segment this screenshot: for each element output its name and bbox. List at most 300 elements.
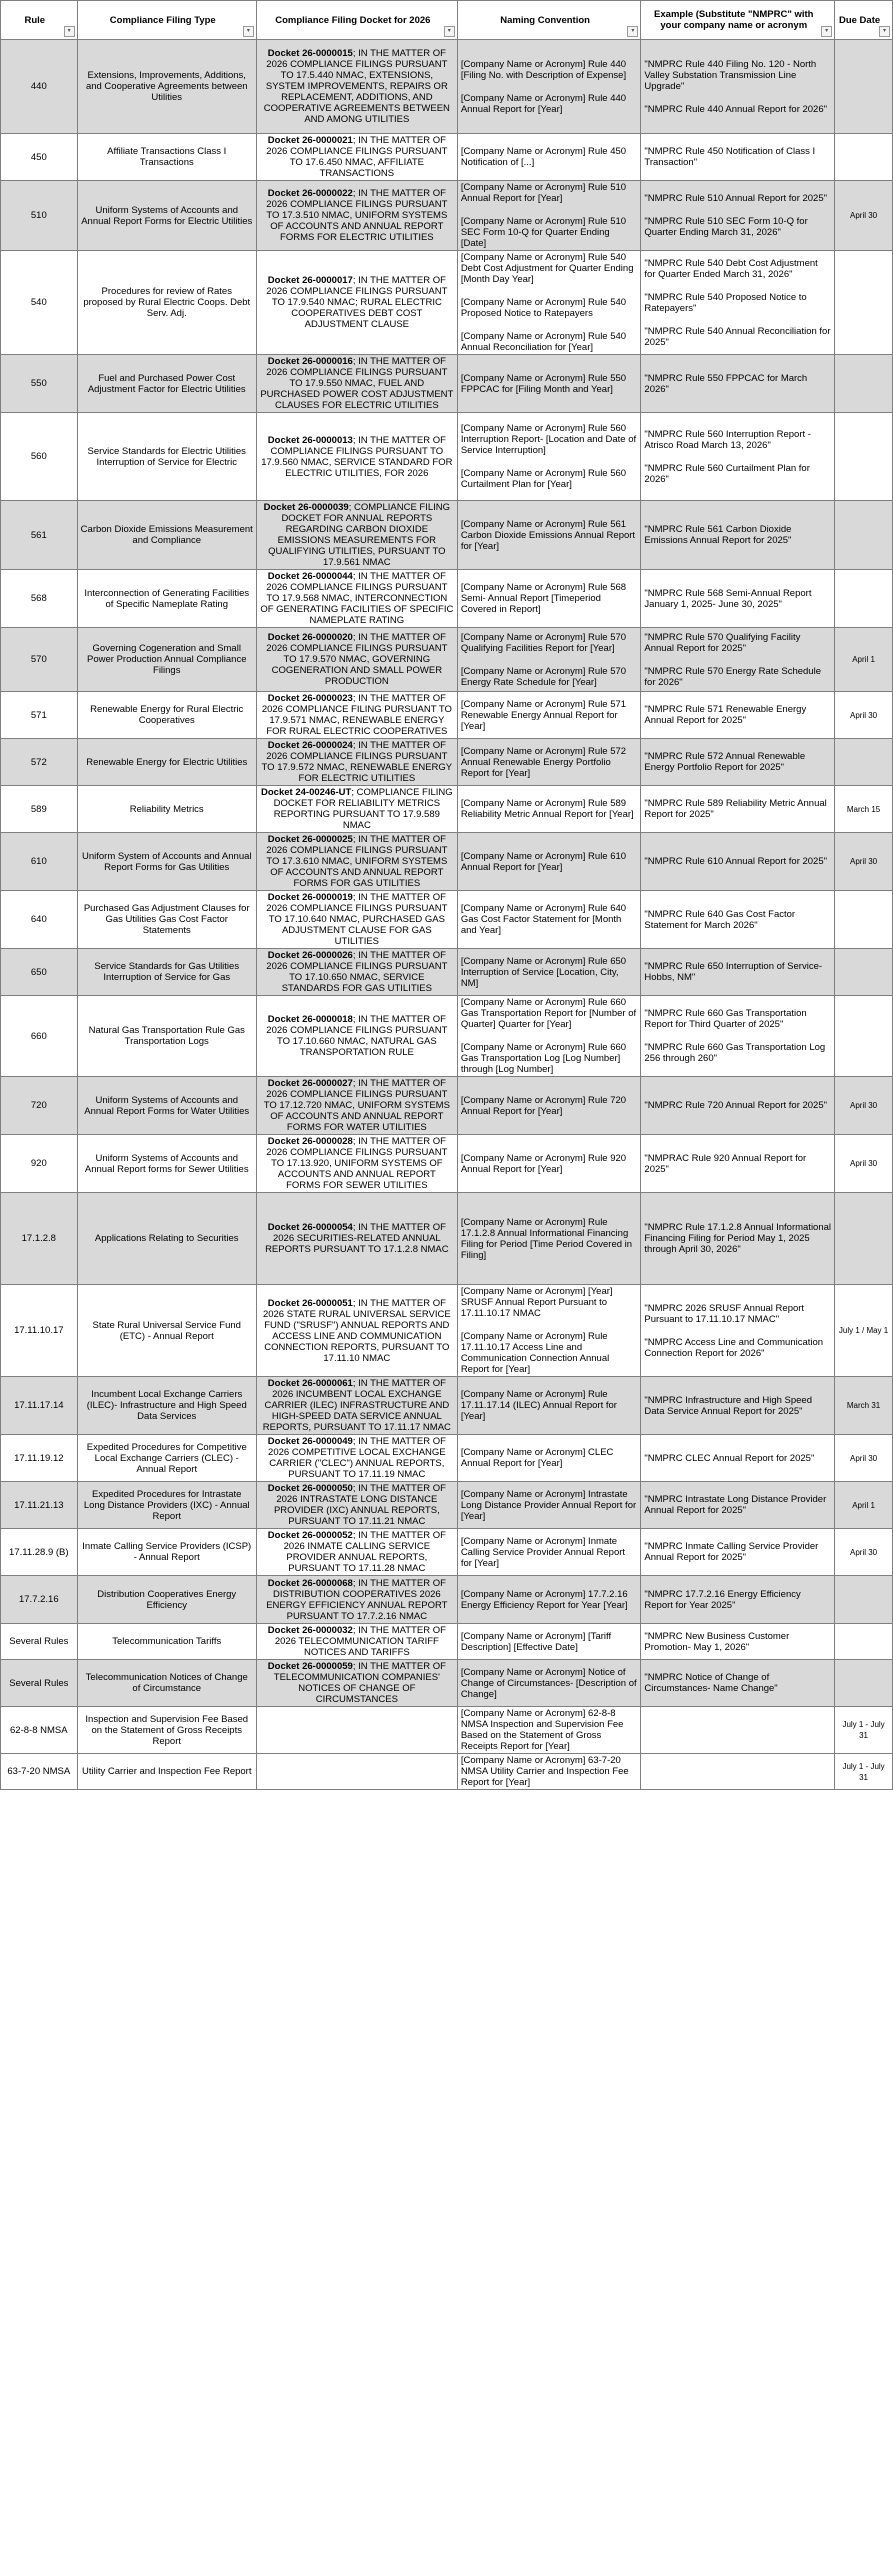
docket-cell	[256, 501, 457, 570]
filing-type-cell: Fuel and Purchased Power Cost Adjustment Factor for Electric Utilities	[77, 355, 256, 413]
due-date-cell	[835, 891, 893, 949]
example-text: "NMPRC Rule 660 Gas Transportation Report for Third Quarter of 2025"	[644, 1008, 807, 1030]
table-row	[1, 1482, 893, 1529]
example-text: "NMPRC Rule 570 Qualifying Facility Annual Report for 2025"	[644, 631, 801, 654]
docket-number: Docket 26-0000019	[267, 892, 353, 903]
rule-cell: 570	[1, 628, 78, 692]
example-text: "NMPRC Rule 568 Semi-Annual Report January 1, 2025- June 30, 2025"	[644, 587, 812, 610]
due-date-cell: April 30	[835, 1529, 893, 1576]
due-date-cell: March 31	[835, 1377, 893, 1435]
rule-cell: 450	[1, 134, 78, 181]
due-date-cell: April 30	[835, 1135, 893, 1193]
example-text: "NMPRC Rule 561 Carbon Dioxide Emissions Annual Report for 2025"	[644, 524, 792, 546]
docket-description: ; IN THE MATTER OF TELECOMMUNICATION COMPANIES' NOTICES OF CHANGE OF CIRCUMSTANCES	[273, 1661, 446, 1705]
naming-convention-text: [Company Name or Acronym] Rule 570 Energy Rate Schedule for [Year]	[460, 665, 627, 688]
table-row	[1, 739, 893, 786]
docket-number: Docket 26-0000023	[267, 693, 353, 704]
spacer	[644, 1325, 831, 1337]
docket-number: Docket 26-0000028	[267, 1136, 353, 1147]
example-cell	[641, 1285, 835, 1377]
rule-cell: 17.11.10.17	[1, 1285, 78, 1377]
example-text: "NMPRC Rule 571 Renewable Energy Annual Report for 2025"	[644, 704, 807, 726]
rule-cell: 640	[1, 891, 78, 949]
rule-cell: 568	[1, 570, 78, 628]
filing-type-cell: Uniform Systems of Accounts and Annual Report forms for Sewer Utilities	[77, 1135, 256, 1193]
example-text: "NMPRC 17.7.2.16 Energy Efficiency Report for Year 2025"	[644, 1588, 801, 1611]
example-text: "NMPRC Rule 610 Annual Report for 2025"	[644, 856, 827, 867]
naming-convention-text: [Company Name or Acronym] Inmate Calling Service Provider Annual Report for [Year]	[460, 1535, 626, 1569]
table-row	[1, 413, 893, 501]
naming-convention-text: [Company Name or Acronym] 63-7-20 NMSA Utility Carrier and Inspection Fee Report for [Year]	[460, 1755, 629, 1788]
example-text: "NMPRC Rule 510 Annual Report for 2025"	[644, 193, 827, 204]
due-date-cell	[835, 40, 893, 134]
filter-dropdown-icon[interactable]: ▾	[243, 26, 254, 37]
rule-cell: 17.11.17.14	[1, 1377, 78, 1435]
filing-type-cell: Uniform System of Accounts and Annual Report Forms for Gas Utilities	[77, 833, 256, 891]
example-text: "NMPRC Inmate Calling Service Provider Annual Report for 2025"	[644, 1541, 819, 1563]
naming-convention-text: [Company Name or Acronym] Intrastate Long Distance Provider Annual Report for [Year]	[460, 1488, 637, 1522]
docket-cell	[256, 1435, 457, 1482]
example-cell	[641, 996, 835, 1077]
naming-convention-text: [Company Name or Acronym] CLEC Annual Report for [Year]	[460, 1447, 614, 1469]
example-text: "NMPRC Intrastate Long Distance Provider Annual Report for 2025"	[644, 1494, 827, 1516]
example-text: "NMPRC Rule 650 Interruption of Service- Hobbs, NM"	[644, 961, 823, 983]
example-text: "NMPRC New Business Customer Promotion- May 1, 2026"	[644, 1630, 790, 1653]
naming-convention-cell	[457, 181, 641, 251]
docket-cell	[256, 786, 457, 833]
table-row	[1, 570, 893, 628]
due-date-cell: April 1	[835, 628, 893, 692]
naming-convention-text: [Company Name or Acronym] Rule 540 Annual Reconciliation for [Year]	[460, 331, 627, 353]
spacer	[461, 204, 638, 216]
due-date-cell: April 30	[835, 692, 893, 739]
docket-cell	[256, 1576, 457, 1624]
docket-description: ; IN THE MATTER OF 2026 SECURITIES-RELATED ANNUAL REPORTS PURSUANT TO 17.1.2.8 NMAC	[265, 1222, 449, 1255]
docket-description: ; IN THE MATTER OF 2026 COMPLIANCE FILINGS PURSUANT TO 17.12.720 NMAC, UNIFORM SYSTEMS OF ACCOUNTS AND ANNUAL REPORT FORMS FOR WATER UTILITIES	[263, 1078, 450, 1133]
filing-type-cell: Renewable Energy for Electric Utilities	[77, 739, 256, 786]
naming-convention-cell	[457, 1285, 641, 1377]
docket-description: ; IN THE MATTER OF 2026 COMPLIANCE FILINGS PURSUANT TO 17.6.450 NMAC, AFFILIATE TRANSACTIONS	[266, 135, 448, 179]
docket-description: ; IN THE MATTER OF 2026 COMPLIANCE FILINGS PURSUANT TO 17.9.572 NMAC, RENEWABLE ENERGY FOR ELECTRIC UTILITIES	[261, 740, 453, 784]
naming-convention-cell	[457, 1193, 641, 1285]
spacer	[644, 314, 831, 326]
spacer	[461, 81, 638, 93]
naming-convention-cell	[457, 949, 641, 996]
docket-number: Docket 26-0000027	[267, 1078, 353, 1089]
rule-cell: 920	[1, 1135, 78, 1193]
docket-number: Docket 26-0000015	[267, 48, 353, 59]
due-date-cell	[835, 413, 893, 501]
example-cell	[641, 692, 835, 739]
example-cell	[641, 1660, 835, 1707]
table-row	[1, 949, 893, 996]
example-cell	[641, 1077, 835, 1135]
filter-dropdown-icon[interactable]: ▾	[627, 26, 638, 37]
table-row	[1, 891, 893, 949]
rule-cell: 720	[1, 1077, 78, 1135]
docket-description: ; IN THE MATTER OF 2026 INMATE CALLING SERVICE PROVIDER ANNUAL REPORTS, PURSUANT TO 17.11.28 NMAC	[283, 1530, 446, 1574]
example-cell	[641, 739, 835, 786]
due-date-cell: July 1 / May 1	[835, 1285, 893, 1377]
due-date-cell	[835, 1576, 893, 1624]
example-cell	[641, 891, 835, 949]
column-header-label: Compliance Filing Type	[109, 14, 216, 26]
due-date-cell	[835, 1624, 893, 1660]
spacer	[461, 456, 638, 468]
naming-convention-cell	[457, 355, 641, 413]
rule-cell: 17.1.2.8	[1, 1193, 78, 1285]
naming-convention-cell	[457, 570, 641, 628]
naming-convention-cell	[457, 1377, 641, 1435]
spacer	[644, 451, 831, 463]
naming-convention-text: [Company Name or Acronym] Rule 450 Notification of [...]	[460, 146, 627, 168]
filing-type-cell: Service Standards for Gas Utilities Interruption of Service for Gas	[77, 949, 256, 996]
table-row	[1, 786, 893, 833]
due-date-cell: April 1	[835, 1482, 893, 1529]
table-row	[1, 40, 893, 134]
due-date-cell	[835, 570, 893, 628]
filing-type-cell: Service Standards for Electric Utilities Interruption of Service for Electric	[77, 413, 256, 501]
example-text: "NMPRC Rule 440 Annual Report for 2026"	[644, 103, 827, 115]
example-cell	[641, 1482, 835, 1529]
spacer	[461, 1319, 638, 1331]
docket-number: Docket 26-0000013	[267, 434, 353, 446]
docket-number: Docket 26-0000026	[267, 950, 353, 961]
table-row	[1, 1377, 893, 1435]
example-text: "NMPRC Rule 560 Interruption Report - Atrisco Road March 13, 2026"	[644, 428, 811, 451]
docket-cell	[256, 891, 457, 949]
docket-number: Docket 26-0000068	[267, 1577, 353, 1589]
docket-description: ; IN THE MATTER OF 2026 TELECOMMUNICATION TARIFF NOTICES AND TARIFFS	[274, 1625, 446, 1658]
docket-number: Docket 26-0000061	[267, 1378, 353, 1389]
docket-description: ; IN THE MATTER OF 2026 COMPLIANCE FILINGS PURSUANT TO 17.9.568 NMAC, INTERCONNECTION OF GENERATING FACILITIES OF SPECIFIC NAMEPLATE RATING	[260, 571, 454, 626]
naming-convention-cell	[457, 786, 641, 833]
docket-description: ; IN THE MATTER OF 2026 COMPLIANCE FILINGS PURSUANT TO 17.10.650 NMAC, SERVICE STANDARDS FOR GAS UTILITIES	[266, 950, 448, 994]
docket-number: Docket 26-0000051	[267, 1297, 353, 1309]
example-cell	[641, 570, 835, 628]
table-row	[1, 355, 893, 413]
rule-cell: 571	[1, 692, 78, 739]
naming-convention-cell	[457, 413, 641, 501]
docket-description: ; COMPLIANCE FILING DOCKET FOR ANNUAL REPORTS REGARDING CARBON DIOXIDE EMISSIONS MEASUREMENTS FOR QUALIFYING UTILITIES, PURSUANT TO 17.9.561 NMAC	[268, 502, 451, 568]
spacer	[461, 1030, 638, 1042]
docket-cell	[256, 570, 457, 628]
column-header-label: Rule	[24, 14, 46, 26]
rule-cell: 62-8-8 NMSA	[1, 1707, 78, 1754]
naming-convention-cell	[457, 1660, 641, 1707]
naming-convention-cell	[457, 501, 641, 570]
due-date-cell: March 15	[835, 786, 893, 833]
docket-cell	[256, 1482, 457, 1529]
docket-cell	[256, 181, 457, 251]
example-text: "NMPRC Rule 570 Energy Rate Schedule for 2026"	[644, 665, 821, 688]
table-row	[1, 181, 893, 251]
table-row	[1, 134, 893, 181]
due-date-cell: April 30	[835, 1435, 893, 1482]
docket-cell	[256, 833, 457, 891]
example-text: "NMPRC Rule 540 Debt Cost Adjustment for Quarter Ended March 31, 2026"	[644, 257, 818, 280]
docket-cell	[256, 949, 457, 996]
due-date-cell	[835, 949, 893, 996]
column-header-example	[641, 1, 835, 40]
spacer	[644, 1030, 831, 1042]
spacer	[461, 654, 638, 666]
docket-cell	[256, 413, 457, 501]
naming-convention-cell	[457, 1624, 641, 1660]
docket-number: Docket 26-0000050	[267, 1483, 353, 1494]
example-text: "NMPRC Rule 440 Filing No. 120 - North Valley Substation Transmission Line Upgrade"	[644, 58, 817, 92]
naming-convention-cell	[457, 40, 641, 134]
docket-description: ; IN THE MATTER OF 2026 COMPLIANCE FILINGS PURSUANT TO 17.10.660 NMAC, NATURAL GAS TRANSPORTATION RULE	[266, 1014, 448, 1058]
filter-dropdown-icon[interactable]: ▾	[821, 26, 832, 37]
example-cell	[641, 134, 835, 181]
docket-number: Docket 26-0000020	[267, 632, 353, 643]
table-row	[1, 692, 893, 739]
rule-cell: 650	[1, 949, 78, 996]
header-row	[1, 1, 893, 40]
naming-convention-cell	[457, 739, 641, 786]
docket-description: ; IN THE MATTER OF COMPLIANCE FILINGS PURSUANT TO 17.9.560 NMAC, SERVICE STANDARD FOR ELECTRIC UTILITIES, FOR 2026	[261, 434, 453, 479]
docket-description: ; IN THE MATTER OF 2026 INTRASTATE LONG DISTANCE PROVIDER (IXC) ANNUAL REPORTS, PURSUANT TO 17.11.21 NMAC	[273, 1483, 446, 1527]
docket-cell	[256, 692, 457, 739]
example-cell	[641, 1193, 835, 1285]
naming-convention-cell	[457, 1576, 641, 1624]
naming-convention-cell	[457, 996, 641, 1077]
docket-description: ; IN THE MATTER OF DISTRIBUTION COOPERATIVES 2026 ENERGY EFFICIENCY ANNUAL REPORT PURSUANT TO 17.7.2.16 NMAC	[266, 1577, 448, 1622]
rule-cell: 610	[1, 833, 78, 891]
docket-description: ; IN THE MATTER OF 2026 COMPLIANCE FILINGS PURSUANT TO 17.9.550 NMAC, FUEL AND PURCHASED POWER COST ADJUSTMENT CLAUSES FOR ELECTRIC UTILITIES	[260, 356, 454, 411]
example-text: "NMPRC Rule 589 Reliability Metric Annual Report for 2025"	[644, 798, 827, 820]
docket-description: ; COMPLIANCE FILING DOCKET FOR RELIABILITY METRICS REPORTING PURSUANT TO 17.9.589 NMAC	[273, 787, 453, 831]
filing-type-cell: Purchased Gas Adjustment Clauses for Gas Utilities Gas Cost Factor Statements	[77, 891, 256, 949]
column-header-docket	[256, 1, 457, 40]
example-cell	[641, 1624, 835, 1660]
table-row	[1, 1529, 893, 1576]
rule-cell: 589	[1, 786, 78, 833]
column-header-naming	[457, 1, 641, 40]
docket-description: ; IN THE MATTER OF 2026 COMPLIANCE FILINGS PURSUANT TO 17.10.640 NMAC, PURCHASED GAS ADJUSTMENT CLAUSE FOR GAS UTILITIES	[266, 892, 448, 947]
docket-cell	[256, 739, 457, 786]
naming-convention-text: [Company Name or Acronym] Rule 571 Renewable Energy Annual Report for [Year]	[460, 698, 627, 732]
column-header-type	[77, 1, 256, 40]
table-header	[1, 1, 893, 40]
naming-convention-text: [Company Name or Acronym] Rule 17.11.17.14 (ILEC) Annual Report for [Year]	[460, 1389, 617, 1422]
spacer	[644, 280, 831, 292]
naming-convention-text: [Company Name or Acronym] Rule 650 Interruption of Service [Location, City, NM]	[460, 955, 627, 989]
example-cell	[641, 1754, 835, 1790]
filing-type-cell: Affiliate Transactions Class I Transactions	[77, 134, 256, 181]
rule-cell: 572	[1, 739, 78, 786]
docket-number: Docket 26-0000059	[267, 1661, 353, 1672]
docket-number: Docket 26-0000022	[267, 188, 353, 199]
due-date-cell	[835, 996, 893, 1077]
due-date-cell	[835, 1193, 893, 1285]
rule-cell: Several Rules	[1, 1660, 78, 1707]
example-text: "NMPRC CLEC Annual Report for 2025"	[644, 1452, 815, 1464]
naming-convention-text: [Company Name or Acronym] Rule 560 Interruption Report- [Location and Date of Service Interruption]	[460, 423, 637, 456]
naming-convention-text: [Company Name or Acronym] Rule 570 Qualifying Facilities Report for [Year]	[460, 631, 627, 654]
example-text: "NMPRC Rule 540 Proposed Notice to Ratepayers"	[644, 291, 807, 314]
docket-description: ; IN THE MATTER OF 2026 COMPLIANCE FILINGS PURSUANT TO 17.13.920, UNIFORM SYSTEMS OF ACCOUNTS AND ANNUAL REPORT FORMS FOR SEWER UTILITIES	[266, 1136, 448, 1191]
docket-number: Docket 24-00246-UT	[261, 787, 352, 798]
due-date-cell	[835, 134, 893, 181]
table-row	[1, 1754, 893, 1790]
docket-cell	[256, 1285, 457, 1377]
naming-convention-text: [Company Name or Acronym] Rule 561 Carbon Dioxide Emissions Annual Report for [Year]	[460, 518, 636, 552]
table-row	[1, 1193, 893, 1285]
table-row	[1, 1707, 893, 1754]
filter-dropdown-icon[interactable]: ▾	[879, 26, 890, 37]
example-cell	[641, 1135, 835, 1193]
filing-type-cell: State Rural Universal Service Fund (ETC) - Annual Report	[77, 1285, 256, 1377]
naming-convention-text: [Company Name or Acronym] Rule 17.1.2.8 Annual Informational Financing Filing for Period [Time Period Covered in Filing]	[460, 1216, 633, 1261]
example-text: "NMPRC Rule 550 FPPCAC for March 2026"	[644, 372, 808, 395]
docket-cell	[256, 996, 457, 1077]
docket-number: Docket 26-0000044	[267, 571, 353, 582]
example-text: "NMPRC Rule 450 Notification of Class I Transaction"	[644, 146, 816, 168]
naming-convention-text: [Company Name or Acronym] Rule 560 Curtailment Plan for [Year]	[460, 468, 627, 490]
naming-convention-text: [Company Name or Acronym] [Tariff Description] [Effective Date]	[460, 1630, 612, 1653]
example-cell	[641, 1377, 835, 1435]
rule-cell: 561	[1, 501, 78, 570]
example-cell	[641, 833, 835, 891]
rule-cell: 550	[1, 355, 78, 413]
docket-cell	[256, 40, 457, 134]
example-text: "NMPRC Rule 640 Gas Cost Factor Statement for March 2026"	[644, 908, 796, 931]
docket-description: ; IN THE MATTER OF 2026 INCUMBENT LOCAL EXCHANGE CARRIER (ILEC) INFRASTRUCTURE AND HIGH-SPEED DATA SERVICE ANNUAL REPORTS, PURSUANT TO 17.11.17 NMAC	[262, 1378, 451, 1433]
filing-type-cell: Uniform Systems of Accounts and Annual Report Forms for Water Utilities	[77, 1077, 256, 1135]
naming-convention-text: [Company Name or Acronym] Notice of Change of Circumstances- [Description of Change]	[460, 1666, 637, 1700]
docket-number: Docket 26-0000021	[267, 135, 353, 146]
filing-type-cell: Governing Cogeneration and Small Power Production Annual Compliance Filings	[77, 628, 256, 692]
naming-convention-text: [Company Name or Acronym] Rule 510 Annual Report for [Year]	[460, 182, 627, 204]
naming-convention-text: [Company Name or Acronym] Rule 660 Gas Transportation Report for [Number of Quarter] Quarter for [Year]	[460, 997, 637, 1030]
example-cell	[641, 786, 835, 833]
filing-type-cell: Carbon Dioxide Emissions Measurement and Compliance	[77, 501, 256, 570]
filing-type-cell: Reliability Metrics	[77, 786, 256, 833]
naming-convention-text: [Company Name or Acronym] Rule 540 Proposed Notice to Ratepayers	[460, 297, 627, 319]
docket-cell	[256, 1193, 457, 1285]
docket-description: ; IN THE MATTER OF 2026 STATE RURAL UNIVERSAL SERVICE FUND ("SRUSF") ANNUAL REPORTS AND ACCESS LINE AND COMMUNICATION CONNECTION REPORTS, PURSUANT TO 17.11.10 NMAC	[262, 1297, 451, 1364]
table-row	[1, 501, 893, 570]
due-date-cell	[835, 739, 893, 786]
filter-dropdown-icon[interactable]: ▾	[444, 26, 455, 37]
docket-cell	[256, 1707, 457, 1754]
rule-cell: 560	[1, 413, 78, 501]
docket-number: Docket 26-0000049	[267, 1436, 353, 1447]
filing-type-cell: Uniform Systems of Accounts and Annual Report Forms for Electric Utilities	[77, 181, 256, 251]
example-cell	[641, 1529, 835, 1576]
naming-convention-text: [Company Name or Acronym] Rule 568 Semi- Annual Report [Timeperiod Covered in Report]	[460, 582, 627, 615]
column-header-label: Compliance Filing Docket for 2026	[275, 14, 431, 26]
naming-convention-text: [Company Name or Acronym] Rule 610 Annual Report for [Year]	[460, 850, 627, 873]
due-date-cell: April 30	[835, 833, 893, 891]
filing-type-cell: Telecommunication Tariffs	[77, 1624, 256, 1660]
example-text: "NMPRC Rule 540 Annual Reconciliation for 2025"	[644, 325, 831, 348]
naming-convention-cell	[457, 1435, 641, 1482]
example-cell	[641, 628, 835, 692]
example-text: "NMPRC Rule 660 Gas Transportation Log 256 through 260"	[644, 1042, 826, 1064]
naming-convention-text: [Company Name or Acronym] [Year] SRUSF Annual Report Pursuant to 17.11.10.17 NMAC	[460, 1286, 613, 1319]
filter-dropdown-icon[interactable]: ▾	[64, 26, 75, 37]
docket-cell	[256, 1754, 457, 1790]
table-row	[1, 1624, 893, 1660]
docket-number: Docket 26-0000032	[267, 1625, 353, 1636]
example-cell	[641, 251, 835, 355]
docket-cell	[256, 628, 457, 692]
table-row	[1, 1576, 893, 1624]
rule-cell: 17.11.21.13	[1, 1482, 78, 1529]
example-text: "NMPRC Rule 17.1.2.8 Annual Informational Financing Filing for Period May 1, 2025 through April 30, 2026"	[644, 1222, 832, 1255]
example-text: "NMPRC Rule 720 Annual Report for 2025"	[644, 1100, 827, 1111]
filing-type-cell: Expedited Procedures for Competitive Local Exchange Carriers (CLEC) - Annual Report	[77, 1435, 256, 1482]
naming-convention-text: [Company Name or Acronym] Rule 540 Debt Cost Adjustment for Quarter Ending [Month Day Year]	[460, 252, 634, 285]
naming-convention-text: [Company Name or Acronym] Rule 17.11.10.17 Access Line and Communication Connection Annual Report for [Year]	[460, 1331, 610, 1375]
filing-type-cell: Inspection and Supervision Fee Based on the Statement of Gross Receipts Report	[77, 1707, 256, 1754]
filing-type-cell: Renewable Energy for Rural Electric Cooperatives	[77, 692, 256, 739]
docket-description: ; IN THE MATTER OF 2026 COMPLIANCE FILINGS PURSUANT TO 17.5.440 NMAC, EXTENSIONS, SYSTEM IMPROVEMENTS, REPAIRS OR REPLACEMENT, ADDITIONS, AND COOPERATIVE AGREEMENTS BETWEEN AND AMONG UTILITIES	[263, 48, 450, 125]
docket-number: Docket 26-0000025	[267, 834, 353, 845]
example-text: "NMPRC Rule 572 Annual Renewable Energy Portfolio Report for 2025"	[644, 751, 806, 773]
naming-convention-text: [Company Name or Acronym] Rule 589 Reliability Metric Annual Report for [Year]	[460, 798, 634, 820]
docket-cell	[256, 1077, 457, 1135]
spacer	[644, 204, 831, 216]
docket-cell	[256, 1660, 457, 1707]
naming-convention-text: [Company Name or Acronym] Rule 510 SEC Form 10-Q for Quarter Ending [Date]	[460, 216, 627, 249]
table-row	[1, 1660, 893, 1707]
example-text: "NMPRC Access Line and Communication Connection Report for 2026"	[644, 1336, 824, 1359]
example-cell	[641, 501, 835, 570]
example-cell	[641, 1707, 835, 1754]
docket-description: ; IN THE MATTER OF 2026 COMPLIANCE FILINGS PURSUANT TO 17.3.610 NMAC, UNIFORM SYSTEMS OF ACCOUNTS AND ANNUAL REPORT FORMS FOR GAS UTILITIES	[266, 834, 448, 889]
due-date-cell: July 1 - July 31	[835, 1754, 893, 1790]
naming-convention-cell	[457, 1482, 641, 1529]
example-text: "NMPRC Rule 510 SEC Form 10-Q for Quarter Ending March 31, 2026"	[644, 216, 808, 238]
docket-cell	[256, 1135, 457, 1193]
naming-convention-cell	[457, 628, 641, 692]
naming-convention-cell	[457, 1529, 641, 1576]
rule-cell: 17.7.2.16	[1, 1576, 78, 1624]
spacer	[461, 319, 638, 331]
due-date-cell	[835, 501, 893, 570]
due-date-cell: April 30	[835, 1077, 893, 1135]
naming-convention-text: [Company Name or Acronym] Rule 920 Annual Report for [Year]	[460, 1152, 627, 1175]
naming-convention-cell	[457, 891, 641, 949]
rule-cell: 510	[1, 181, 78, 251]
table-row	[1, 1077, 893, 1135]
rule-cell: Several Rules	[1, 1624, 78, 1660]
docket-description: ; IN THE MATTER OF 2026 COMPETITIVE LOCAL EXCHANGE CARRIER ("CLEC") ANNUAL REPORTS, PURSUANT TO 17.11.19 NMAC	[268, 1436, 446, 1480]
filing-type-cell: Procedures for review of Rates proposed by Rural Electric Coops. Debt Serv. Adj.	[77, 251, 256, 355]
filing-type-cell: Incumbent Local Exchange Carriers (ILEC)- Infrastructure and High Speed Data Services	[77, 1377, 256, 1435]
docket-number: Docket 26-0000024	[267, 740, 353, 751]
table-row	[1, 1285, 893, 1377]
filing-type-cell: Applications Relating to Securities	[77, 1193, 256, 1285]
naming-convention-text: [Company Name or Acronym] Rule 720 Annual Report for [Year]	[460, 1094, 627, 1117]
column-header-label: Due Date	[838, 14, 881, 26]
example-cell	[641, 355, 835, 413]
example-cell	[641, 1576, 835, 1624]
column-header-rule	[1, 1, 78, 40]
column-header-label: Example (Substitute "NMPRC" with your company name or acronym	[654, 9, 814, 31]
filing-type-cell: Expedited Procedures for Intrastate Long Distance Providers (IXC) - Annual Report	[77, 1482, 256, 1529]
example-cell	[641, 181, 835, 251]
naming-convention-cell	[457, 692, 641, 739]
due-date-cell: July 1 - July 31	[835, 1707, 893, 1754]
naming-convention-cell	[457, 134, 641, 181]
naming-convention-cell	[457, 1754, 641, 1790]
docket-description: ; IN THE MATTER OF 2026 COMPLIANCE FILING PURSUANT TO 17.9.571 NMAC, RENEWABLE ENERGY FOR RURAL ELECTRIC COOPERATIVES	[261, 693, 452, 737]
